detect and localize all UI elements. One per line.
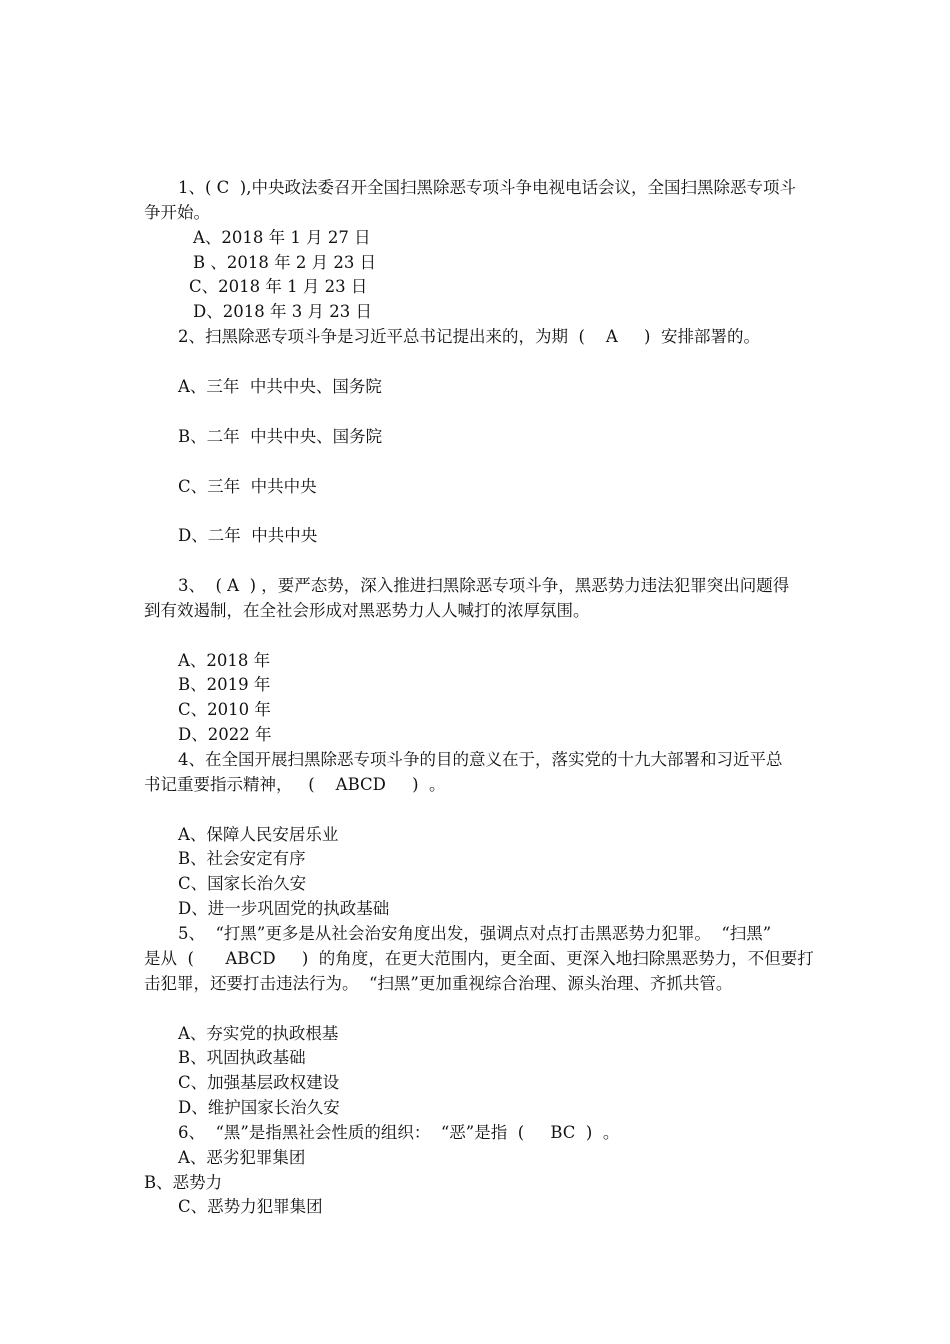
question-3-text-cont: 到有效遏制，在全社会形成对黑恶势力人人喊打的浓厚氛围。 xyxy=(144,601,590,620)
question-4-text-cont: 书记重要指示精神， ( ABCD ) 。 xyxy=(144,775,446,794)
question-1-text: 1、( C ),中央政法委召开全国扫黑除恶专项斗争电视电话会议，全国扫黑除恶专项斗 xyxy=(178,178,796,197)
question-1-option-c: C、2018 年 1 月 23 日 xyxy=(189,277,368,296)
question-3-option-b: B、2019 年 xyxy=(178,675,271,694)
question-5-text-cont: 是从 ( ABCD ) 的角度，在更大范围内，更全面、更深入地扫除黑恶势力，不但要打 xyxy=(144,949,814,968)
question-4-option-c: C、国家长治久安 xyxy=(178,874,307,893)
question-5-option-c: C、加强基层政权建设 xyxy=(178,1073,340,1092)
question-6-option-b: B、恶势力 xyxy=(144,1173,223,1192)
question-3-option-a: A、2018 年 xyxy=(178,651,271,670)
question-6-option-c: C、恶势力犯罪集团 xyxy=(178,1197,323,1216)
question-5-option-d: D、维护国家长治久安 xyxy=(178,1098,340,1117)
question-2-option-c: C、三年 中共中央 xyxy=(178,477,317,496)
question-6-text: 6、 “黑”是指黑社会性质的组织： “恶”是指 ( BC ) 。 xyxy=(178,1123,620,1142)
question-4-option-a: A、保障人民安居乐业 xyxy=(178,825,339,844)
question-1-option-a: A、2018 年 1 月 27 日 xyxy=(193,228,371,247)
question-5-option-b: B、巩固执政基础 xyxy=(178,1048,306,1067)
question-2-option-b: B、二年 中共中央、国务院 xyxy=(178,427,383,446)
question-3-option-d: D、2022 年 xyxy=(178,725,272,744)
question-5-text-cont2: 击犯罪，还要打击违法行为。 “扫黑”更加重视综合治理、源头治理、齐抓共管。 xyxy=(144,974,733,993)
question-1-option-d: D、2018 年 3 月 23 日 xyxy=(193,302,372,321)
question-4-option-d: D、进一步巩固党的执政基础 xyxy=(178,899,390,918)
question-2-text: 2、扫黑除恶专项斗争是习近平总书记提出来的，为期 ( A ) 安排部署的。 xyxy=(178,327,760,346)
question-3-option-c: C、2010 年 xyxy=(178,700,271,719)
question-4-option-b: B、社会安定有序 xyxy=(178,849,306,868)
question-2-option-d: D、二年 中共中央 xyxy=(178,526,318,545)
question-6-option-a: A、恶劣犯罪集团 xyxy=(178,1148,306,1167)
question-5-option-a: A、夯实党的执政根基 xyxy=(178,1024,339,1043)
question-3-text: 3、 ( A ) ，要严态势，深入推进扫黑除恶专项斗争，黑恶势力违法犯罪突出问题得 xyxy=(178,576,790,595)
question-2-option-a: A、三年 中共中央、国务院 xyxy=(178,377,382,396)
question-1-option-b: B 、2018 年 2 月 23 日 xyxy=(193,253,377,272)
question-1-text-cont: 争开始。 xyxy=(144,203,210,222)
question-5-text: 5、 “打黑”更多是从社会治安角度出发，强调点对点打击黑恶势力犯罪。 “扫黑” xyxy=(178,924,772,943)
question-4-text: 4、在全国开展扫黑除恶专项斗争的目的意义在于，落实党的十九大部署和习近平总 xyxy=(178,750,783,769)
